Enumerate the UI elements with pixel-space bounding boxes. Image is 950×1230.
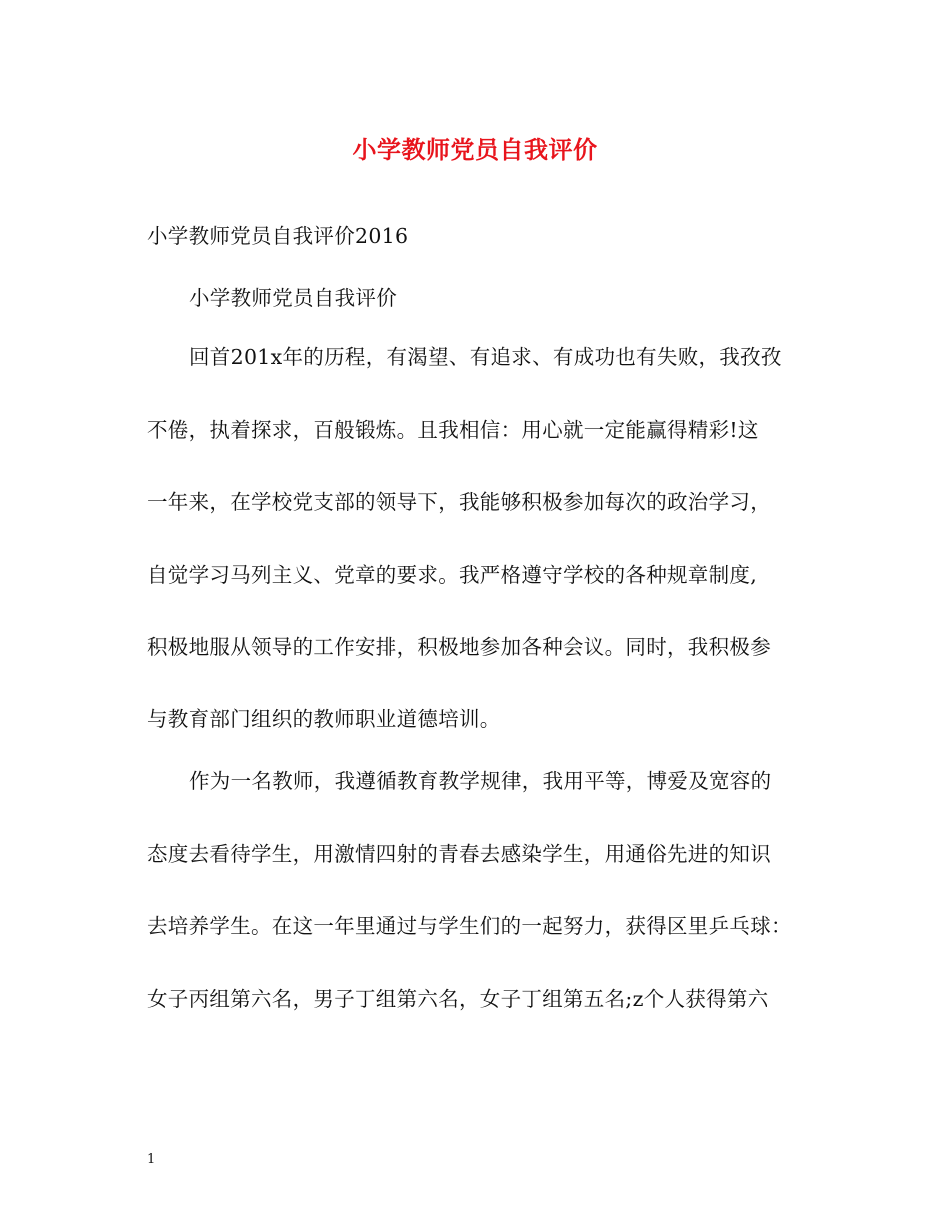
paragraph-line: 态度去看待学生，用激情四射的青春去感染学生，用通俗先进的知识 xyxy=(147,842,771,866)
paragraph-line: 回首201x年的历程，有渴望、有追求、有成功也有失败，我孜孜 xyxy=(189,345,782,369)
subtitle-line: 小学教师党员自我评价2016 xyxy=(147,224,409,248)
paragraph-line: 与教育部门组织的教师职业道德培训。 xyxy=(147,707,501,731)
paragraph-line: 一年来，在学校党支部的领导下，我能够积极参加每次的政治学习， xyxy=(147,490,771,514)
heading-line: 小学教师党员自我评价 xyxy=(189,286,397,310)
paragraph-line: 自觉学习马列主义、党章的要求。我严格遵守学校的各种规章制度, xyxy=(147,563,758,587)
paragraph-line: 女子丙组第六名，男子丁组第六名，女子丁组第五名;z个人获得第六 xyxy=(147,987,769,1011)
page-number: 1 xyxy=(147,1152,156,1167)
paragraph-line: 去培养学生。在这一年里通过与学生们的一起努力，获得区里乒乓球： xyxy=(147,914,792,938)
paragraph-line: 积极地服从领导的工作安排，积极地参加各种会议。同时，我积极参 xyxy=(147,635,771,659)
paragraph-line: 不倦，执着探求，百般锻炼。且我相信：用心就一定能赢得精彩!这 xyxy=(147,418,759,442)
document-title: 小学教师党员自我评价 xyxy=(352,135,598,164)
paragraph-line: 作为一名教师，我遵循教育教学规律，我用平等，博爱及宽容的 xyxy=(189,769,772,793)
